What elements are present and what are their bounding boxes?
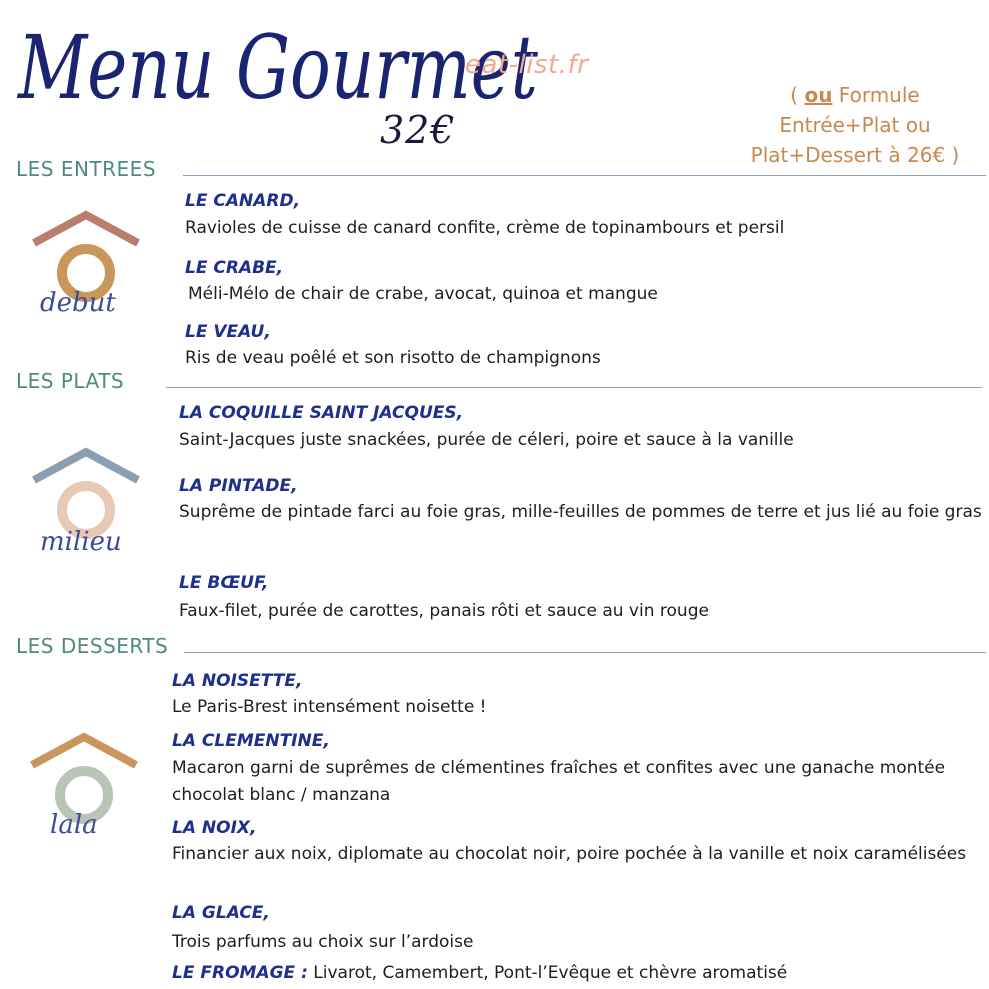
- item-description: Ris de veau poêlé et son risotto de champignons: [185, 348, 601, 368]
- formule-note: [735, 80, 975, 170]
- item-name: LE BŒUF,: [179, 573, 269, 593]
- item-description: Macaron garni de suprêmes de clémentines fraîches et confites avec une ganache montée chocolat blanc / manzana: [172, 758, 946, 805]
- item-description: Faux-filet, purée de carottes, panais rôti et sauce au vin rouge: [179, 601, 709, 621]
- section-title-plats: LES PLATS: [16, 369, 125, 393]
- menu-title-text: Menu Gourmet: [16, 16, 539, 119]
- menu-price: 32€: [380, 108, 456, 152]
- section-divider: [183, 175, 986, 176]
- item-description: Trois parfums au choix sur l’ardoise: [172, 932, 474, 952]
- section-title-entrees: LES ENTREES: [16, 157, 157, 181]
- item-name: LA NOISETTE,: [172, 671, 303, 691]
- item-description: Livarot, Camembert, Pont-l’Evêque et chèvre aromatisé: [307, 963, 788, 983]
- item-description: Suprême de pintade farci au foie gras, mille-feuilles de pommes de terre et jus lié au foie gras: [179, 502, 982, 522]
- item-description: Financier aux noix, diplomate au chocolat noir, poire pochée à la vanille et noix caramélisées: [172, 844, 967, 864]
- section-divider: [166, 387, 982, 388]
- formule-line-1: ( ou Formule: [790, 83, 920, 107]
- fromage-item: [172, 963, 787, 983]
- watermark: eat-list.fr: [465, 50, 589, 80]
- formule-ou: ou: [804, 83, 833, 107]
- section-title-desserts: LES DESSERTS: [16, 634, 169, 658]
- icon-label-lala: lala: [50, 810, 98, 840]
- icon-label-debut: debut: [40, 288, 116, 318]
- item-description: Saint-Jacques juste snackées, purée de céleri, poire et sauce à la vanille: [179, 430, 794, 450]
- item-name: LA COQUILLE SAINT JACQUES,: [179, 403, 464, 423]
- item-name: LA PINTADE,: [179, 476, 298, 496]
- section-divider: [184, 652, 986, 653]
- item-description: Le Paris-Brest intensément noisette !: [172, 697, 487, 717]
- formule-line-2: Entrée+Plat ou: [779, 113, 931, 137]
- item-name: LA GLACE,: [172, 903, 270, 923]
- item-name: LE FROMAGE :: [172, 963, 308, 983]
- item-description: Ravioles de cuisse de canard confite, crème de topinambours et persil: [185, 218, 785, 238]
- item-name: LA NOIX,: [172, 818, 257, 838]
- icon-label-milieu: milieu: [40, 527, 122, 557]
- item-name: LA CLEMENTINE,: [172, 731, 330, 751]
- item-name: LE CRABE,: [185, 258, 284, 278]
- formule-line-3: Plat+Dessert à 26€ ): [750, 143, 960, 167]
- item-name: LE VEAU,: [185, 322, 271, 342]
- item-description: Méli-Mélo de chair de crabe, avocat, quinoa et mangue: [188, 284, 658, 304]
- item-name: LE CANARD,: [185, 191, 301, 211]
